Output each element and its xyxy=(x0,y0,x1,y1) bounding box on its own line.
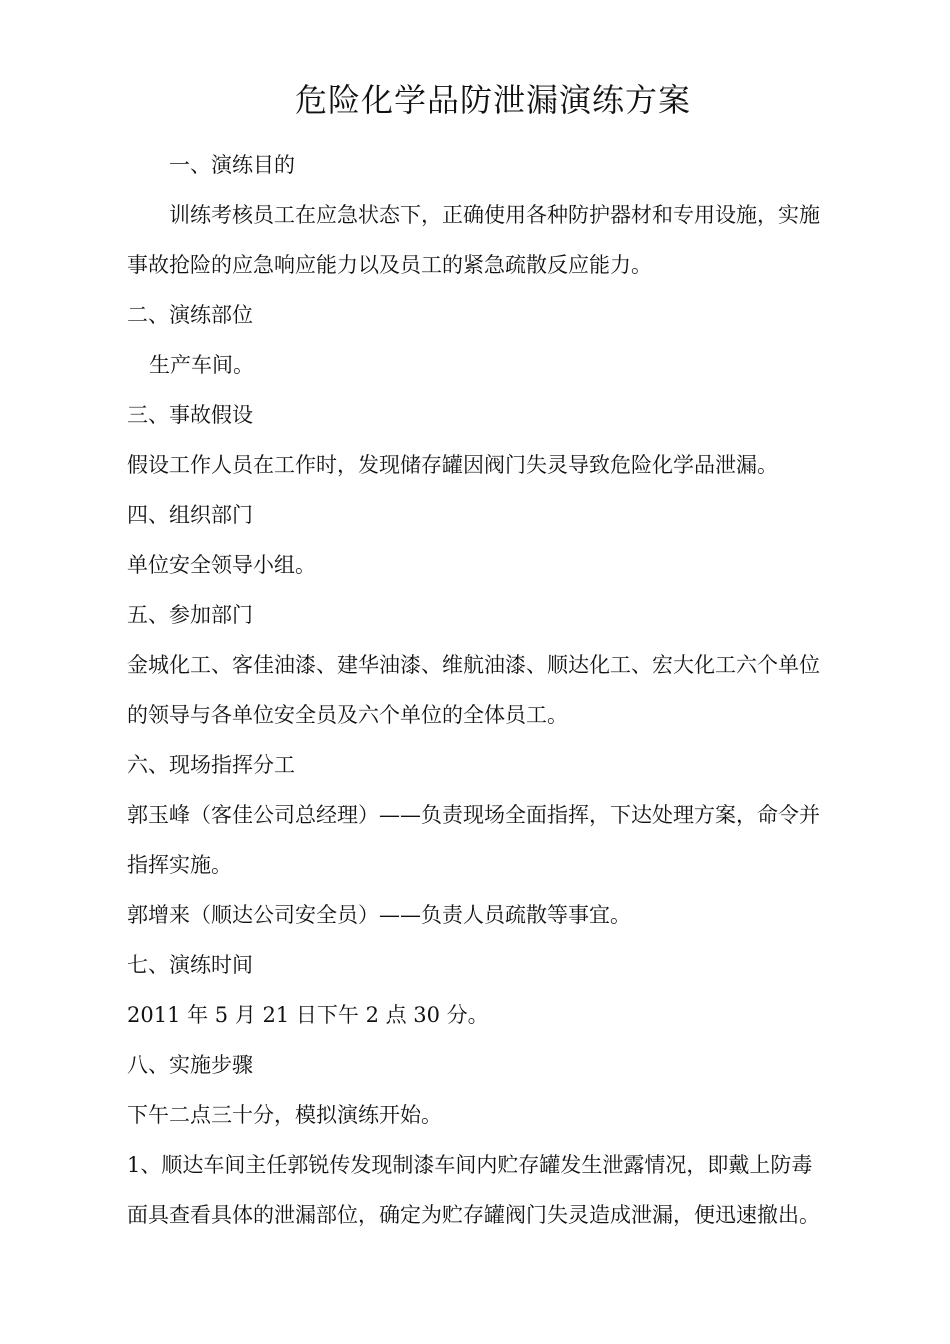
document-title: 危险化学品防泄漏演练方案 xyxy=(294,81,691,119)
paragraph-line: 下午二点三十分，模拟演练开始。 xyxy=(127,1103,442,1127)
paragraph-line: 面具查看具体的泄漏部位，确定为贮存罐阀门失灵造成泄漏，便迅速撤出。 xyxy=(127,1203,820,1227)
paragraph-line: 金城化工、客佳油漆、建华油漆、维航油漆、顺达化工、宏大化工六个单位 xyxy=(127,653,820,677)
paragraph-line: 2011 年 5 月 21 日下午 2 点 30 分。 xyxy=(127,1003,489,1027)
paragraph-line: 事故抢险的应急响应能力以及员工的紧急疏散反应能力。 xyxy=(127,253,652,277)
paragraph-line: 指挥实施。 xyxy=(127,853,232,877)
section-heading-purpose: 一、演练目的 xyxy=(169,153,295,177)
section-heading-command: 六、现场指挥分工 xyxy=(127,753,295,777)
paragraph-line: 的领导与各单位安全员及六个单位的全体员工。 xyxy=(127,703,568,727)
section-heading-scenario: 三、事故假设 xyxy=(127,403,253,427)
paragraph-line: 郭玉峰（客佳公司总经理）——负责现场全面指挥，下达处理方案，命令并 xyxy=(127,803,820,827)
paragraph-line: 1、顺达车间主任郭锐传发现制漆车间内贮存罐发生泄露情况，即戴上防毒 xyxy=(127,1153,813,1177)
paragraph-line: 训练考核员工在应急状态下，正确使用各种防护器材和专用设施，实施 xyxy=(169,203,820,227)
paragraph-line: 生产车间。 xyxy=(149,353,254,377)
document-body xyxy=(127,140,862,1240)
paragraph-line: 单位安全领导小组。 xyxy=(127,553,316,577)
section-heading-organizer: 四、组织部门 xyxy=(127,503,253,527)
section-heading-time: 七、演练时间 xyxy=(127,953,253,977)
paragraph-line: 假设工作人员在工作时，发现储存罐因阀门失灵导致危险化学品泄漏。 xyxy=(127,453,778,477)
section-heading-location: 二、演练部位 xyxy=(127,303,253,327)
section-heading-participants: 五、参加部门 xyxy=(127,603,253,627)
section-heading-steps: 八、实施步骤 xyxy=(127,1053,253,1077)
paragraph-line: 郭增来（顺达公司安全员）——负责人员疏散等事宜。 xyxy=(127,903,631,927)
